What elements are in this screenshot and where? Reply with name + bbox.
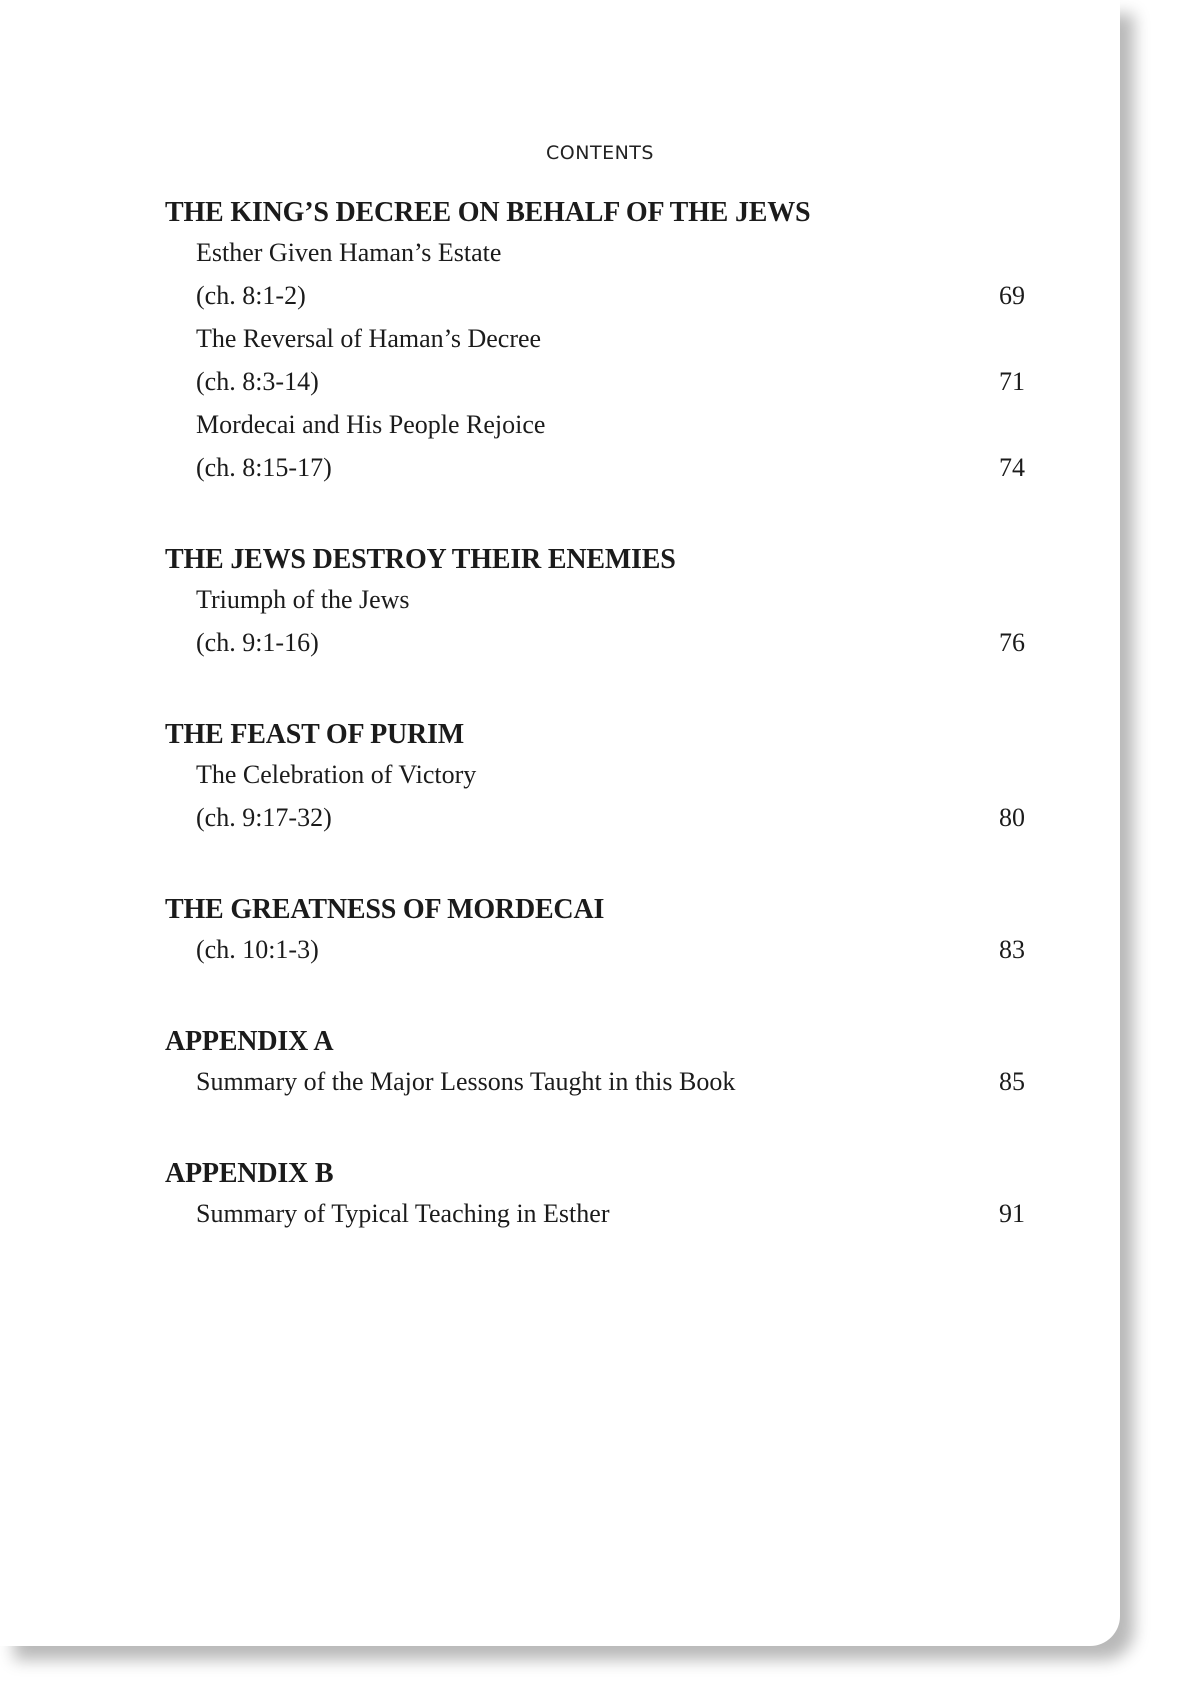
entry-ref: (ch. 8:3-14) — [196, 367, 319, 396]
entry-row — [196, 446, 1025, 489]
toc-section — [165, 195, 1025, 489]
section-title: THE KING’S DECREE ON BEHALF OF THE JEWS — [165, 197, 811, 228]
toc-entry[interactable] — [196, 317, 1025, 403]
section-title: THE GREATNESS OF MORDECAI — [165, 894, 605, 925]
toc-section — [165, 717, 1025, 839]
entry-row — [196, 1060, 1025, 1103]
entry-title: The Celebration of Victory — [196, 760, 477, 789]
entry-row — [196, 928, 1025, 971]
toc-entry[interactable] — [196, 231, 1025, 317]
toc-entry[interactable] — [196, 928, 1025, 971]
page-number: 74 — [999, 453, 1025, 482]
entry-ref: (ch. 8:1-2) — [196, 281, 306, 310]
page-number: 91 — [999, 1199, 1025, 1228]
entry-row — [196, 1192, 1025, 1235]
table-of-contents — [165, 195, 1025, 1288]
page-number: 71 — [999, 367, 1025, 396]
page-number: 83 — [999, 935, 1025, 964]
entry-ref: (ch. 9:17-32) — [196, 803, 332, 832]
entry-title: Esther Given Haman’s Estate — [196, 238, 502, 267]
section-title: APPENDIX B — [165, 1158, 334, 1189]
entry-ref: Summary of Typical Teaching in Esther — [196, 1199, 610, 1228]
page-number: 85 — [999, 1067, 1025, 1096]
toc-entry[interactable] — [196, 753, 1025, 839]
entry-title: Mordecai and His People Rejoice — [196, 410, 546, 439]
entry-row — [196, 360, 1025, 403]
section-title: THE JEWS DESTROY THEIR ENEMIES — [165, 544, 676, 575]
entry-row — [196, 621, 1025, 664]
entry-row — [196, 274, 1025, 317]
toc-section — [165, 1156, 1025, 1235]
toc-section — [165, 1024, 1025, 1103]
toc-section — [165, 542, 1025, 664]
page-number: 76 — [999, 628, 1025, 657]
section-title: APPENDIX A — [165, 1026, 334, 1057]
entry-ref: (ch. 10:1-3) — [196, 935, 319, 964]
page-number: 80 — [999, 803, 1025, 832]
entry-ref: (ch. 9:1-16) — [196, 628, 319, 657]
toc-entry[interactable] — [196, 1060, 1025, 1103]
entry-title: Triumph of the Jews — [196, 585, 410, 614]
entry-ref: (ch. 8:15-17) — [196, 453, 332, 482]
toc-entry[interactable] — [196, 1192, 1025, 1235]
entry-title: The Reversal of Haman’s Decree — [196, 324, 542, 353]
entry-ref: Summary of the Major Lessons Taught in this Book — [196, 1067, 736, 1096]
section-title: THE FEAST OF PURIM — [165, 719, 464, 750]
entry-row — [196, 796, 1025, 839]
toc-entry[interactable] — [196, 578, 1025, 664]
toc-section — [165, 892, 1025, 971]
running-head: CONTENTS — [546, 142, 654, 164]
toc-entry[interactable] — [196, 403, 1025, 489]
page-number: 69 — [999, 281, 1025, 310]
